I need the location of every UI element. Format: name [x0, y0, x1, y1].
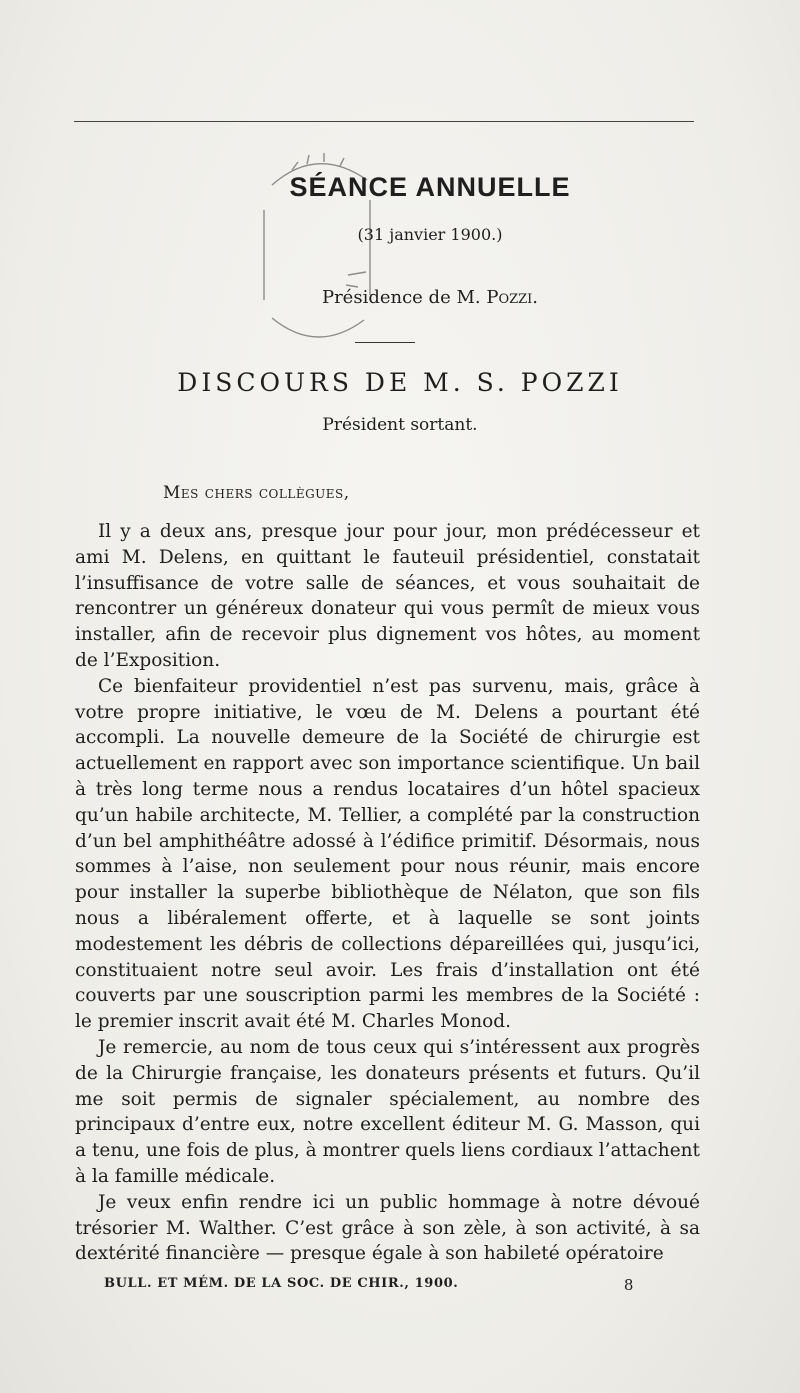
page-title: SÉANCE ANNUELLE: [289, 172, 571, 202]
page-number: 8: [623, 1276, 634, 1294]
speech-title: DISCOURS DE M. S. POZZI: [177, 368, 623, 397]
president-name: Pozzi.: [486, 287, 539, 308]
paragraph: Ce bienfaiteur providentiel n’est pas survenu, mais, grâce à votre propre initiative, le vœu de M. Delens a pourtant été accompli. La nouvelle demeure de la Société de chirurgie est actuellement en rapport avec son importance scientifique. Un bail à très long terme nous a rendus locataires d’un hôtel spacieux qu’un habile architecte, M. Tellier, a complété par la construction d’un bel amphithéâtre adossé à l’édifice primitif. Désormais, nous sommes à l’aise, non seulement pour nous réunir, mais encore pour installer la superbe bibliothèque de Nélaton, que son fils nous a libéralement offerte, et à laquelle se sont joints modestement les débris de collections dépareillées qui, jusqu’ici, constituaient notre seul avoir. Les frais d’installation ont été couverts par une souscription parmi les membres de la Société : le premier inscrit avait été M. Charles Monod.: [75, 675, 700, 1033]
salutation: Mes chers collègues,: [163, 483, 350, 503]
presidence-prefix: Présidence de M.: [321, 287, 487, 308]
paragraph: Je veux enfin rendre ici un public hommage à notre dévoué trésorier M. Walther. C’est grâce à son zèle, à son activité, à sa dextérité financière — presque égale à son habileté opératoire: [75, 1191, 700, 1265]
body-text: [75, 519, 700, 1267]
presidence-line: [0, 287, 800, 308]
journal-reference: BULL. ET MÉM. DE LA SOC. DE CHIR., 1900.: [104, 1276, 459, 1291]
speech-subtitle: Président sortant.: [322, 415, 478, 435]
short-rule: [355, 342, 415, 343]
paragraph: Il y a deux ans, presque jour pour jour, mon prédécesseur et ami M. Delens, en quittant le fauteuil présidentiel, constatait l’insuffisance de votre salle de séances, et vous souhaitait de rencontrer un généreux donateur qui vous permît de mieux vous installer, afin de recevoir plus dignement vos hôtes, au moment de l’Exposition.: [75, 521, 700, 671]
top-rule: [74, 121, 694, 122]
page-footer: [104, 1276, 634, 1294]
paragraph: Je remercie, au nom de tous ceux qui s’intéressent aux progrès de la Chirurgie française, les donateurs présents et futurs. Qu’il me soit permis de signaler spécialement, au nombre des principaux d’entre eux, notre excellent éditeur M. G. Masson, qui a tenu, une fois de plus, à montrer quels liens cordiaux l’attachent à la famille médicale.: [75, 1036, 700, 1187]
session-date: (31 janvier 1900.): [357, 225, 503, 244]
